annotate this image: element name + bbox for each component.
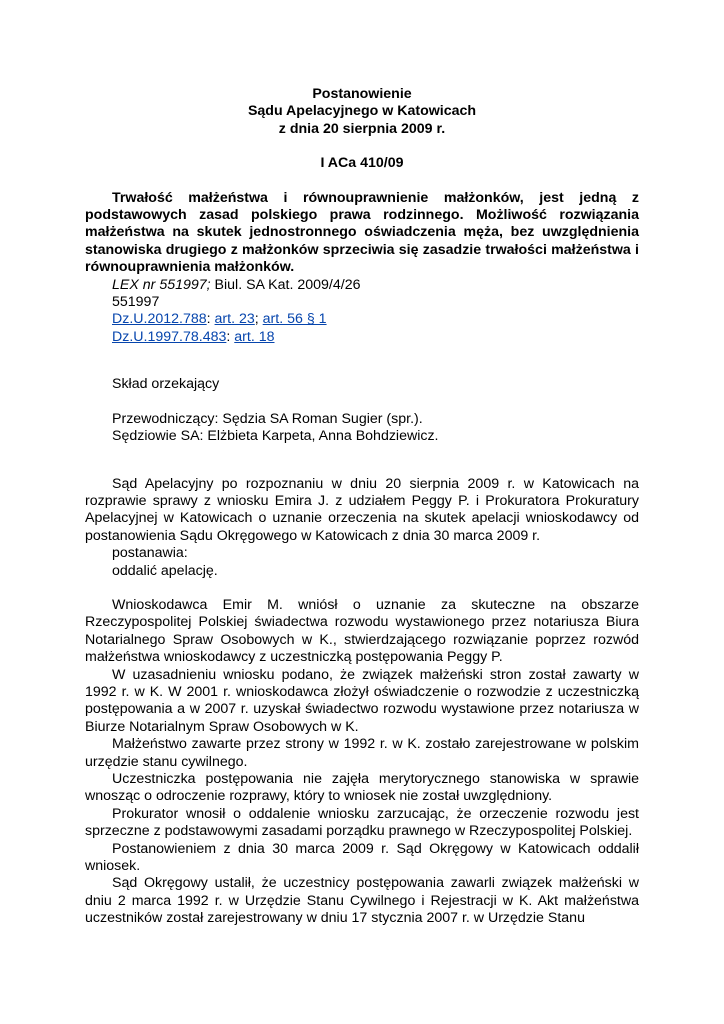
body-paragraph: Prokurator wnosił o oddalenie wniosku zarzucając, że orzeczenie rozwodu jest sprzeczne z podstawowymi zasadami porządku prawnego w Rzeczypospolitej Polskiej. [85,805,639,840]
art-56-link[interactable]: art. 56 § 1 [262,311,327,328]
body-paragraph: Postanowieniem z dnia 30 marca 2009 r. Sąd Okręgowy w Katowicach oddalił wniosek. [85,840,639,875]
body-paragraph: Sąd Okręgowy ustalił, że uczestnicy postępowania zawarli związek małżeński w dniu 2 marca 1992 r. w Urzędzie Stanu Cywilnego i Rejestracji w K. Akt małżeństwa uczestników został zarejestrowany w dniu 17 stycznia 2007 r. w Urzędzie Stanu [85,875,639,927]
thesis-paragraph: Trwałość małżeństwa i równouprawnienie małżonków, jest jedną z podstawowych zasad polskiego prawa rodzinnego. Możliwość rozwiązania małżeństwa na skutek jednostronnego oświadczenia męża, bez uwzględnienia stanowiska drugiego z małżonków sprzeciwia się zasadzie trwałości małżeństwa i równouprawnienia małżonków. [85,189,639,276]
body-paragraph: Wnioskodawca Emir M. wniósł o uznanie za skuteczne na obszarze Rzeczypospolitej Polskiej świadectwa rozwodu wystawionego przez notariusza Biura Notarialnego Spraw Osobowych w K., stwierdzającego rozwiązanie poprzez rozwód małżeństwa wnioskodawcy z uczestniczką postępowania Peggy P. [85,596,639,666]
ruling-heading: postanawia: [112,545,188,562]
document-title: Postanowienie [312,86,412,102]
legal-basis-2: Dz.U.1997.78.483: art. 18 [112,328,275,345]
dzu-2012-788-link[interactable]: Dz.U.2012.788 [112,311,207,328]
decision-date: z dnia 20 sierpnia 2009 r. [278,120,446,137]
art-23-link[interactable]: art. 23 [214,311,255,328]
dzu-1997-78-483-link[interactable]: Dz.U.1997.78.483 [112,328,227,345]
body-paragraph: W uzasadnieniu wniosku podano, że związek małżeński stron został zawarty w 1992 r. w K. W 2001 r. wnioskodawca złożył oświadczenie o rozwodzie z uczestniczką postępowania a w 2007 r. uzyskał świadectwo rozwodu wystawione przez notariusza w Biurze Notarialnym Spraw Osobowych w K. [85,666,639,735]
legal-basis-1: Dz.U.2012.788: art. 23; art. 56 § 1 [112,311,327,328]
body-paragraph: Małżeństwo zawarte przez strony w 1992 r. w K. zostało zarejestrowane w polskim urzędzie stanu cywilnego. [85,736,639,770]
body-paragraph: Uczestniczka postępowania nie zajęła merytorycznego stanowiska w sprawie wnosząc o odroczenie rozprawy, który to wniosek nie został uwzględniony. [85,771,639,805]
judges: Sędziowie SA: Elżbieta Karpeta, Anna Bohdziewicz. [112,428,439,445]
art-18-link[interactable]: art. 18 [234,328,275,345]
lex-number: LEX nr 551997; [112,276,211,293]
case-signature: I ACa 410/09 [320,155,404,172]
presiding-judge: Przewodniczący: Sędzia SA Roman Sugier (spr.). [112,410,423,427]
document-number: 551997 [112,294,160,311]
document-content [85,86,639,928]
bulletin-reference: Biul. SA Kat. 2009/4/26 [210,276,361,293]
body-paragraph-intro: Sąd Apelacyjny po rozpoznaniu w dniu 20 sierpnia 2009 r. w Katowicach na rozprawie sprawy z wniosku Emira J. z udziałem Peggy P. i Prokuratora Prokuratury Apelacyjnej w Katowicach o uznanie orzeczenia na skutek apelacji wnioskodawcy od postanowienia Sądu Okręgowego w Katowicach z dnia 30 marca 2009 r. [85,475,639,544]
ruling-text: oddalić apelację. [112,562,218,579]
composition-heading: Skład orzekający [112,376,220,393]
court-name: Sądu Apelacyjnego w Katowicach [247,103,477,120]
lex-reference [85,277,639,294]
